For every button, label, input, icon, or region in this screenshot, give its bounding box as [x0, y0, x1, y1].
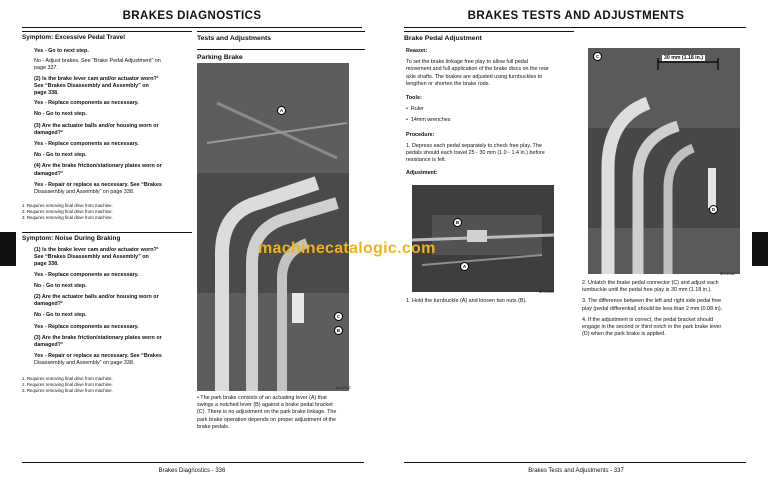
parking-brake-illustration: [197, 63, 349, 391]
footnote: 1. Requires removing final drive from machine.: [22, 203, 113, 208]
tool-item: • 14mm wrenches: [406, 117, 451, 124]
s2-line: page 338.: [34, 261, 59, 268]
s1-line: page 338.: [34, 90, 59, 97]
s1-line: Yes - Repair or replace as necessary. See “Brakes: [34, 181, 162, 188]
reason-line: movement and full application of the brake discs on the rear: [406, 66, 549, 73]
reason-label: Reason:: [406, 48, 428, 54]
callout-b: B: [453, 218, 462, 227]
symptom-1-body: [34, 48, 194, 196]
s2-line: Yes - Replace components as necessary.: [34, 271, 139, 278]
callout-b: B: [334, 326, 343, 335]
brake-pedal-photo: [588, 48, 740, 274]
footnote: 3. Requires removing final drive from machine.: [22, 215, 113, 220]
s2-line: Yes - Replace components as necessary.: [34, 323, 139, 330]
tests-title: Tests and Adjustments: [197, 35, 272, 42]
s1-line: (2) Is the brake lever cam and/or actuator worn?¹: [34, 75, 159, 82]
brake-pedal-block: [404, 31, 574, 42]
turnbuckle-illustration: [412, 185, 554, 292]
steps-2-4: [582, 280, 754, 338]
s2-line: No - Go to next step.: [34, 282, 87, 289]
parking-brake-photo: [197, 63, 349, 391]
bullet-line: • The park brake consists of an actuating lever (A) that: [197, 395, 327, 401]
tool-text: Ruler: [410, 106, 424, 113]
symptom-block-1: [22, 31, 192, 42]
procedure-line: 1. Depress each pedal separately to check free play. The: [406, 142, 542, 149]
footnotes-2: [22, 376, 192, 394]
s1-line: No - Adjust brakes. See “Brake Pedal Adjustment” on: [34, 58, 161, 65]
s1-line: page 337.: [34, 65, 58, 72]
bullet-line: swings a notched lever (B) against a brake pedal bracket: [197, 402, 333, 409]
bullet-line: park brake operation depends on proper adjustment of the: [197, 416, 337, 423]
procedure-line: pedals should each travel 25 - 30 mm (1.0 - 1.4 in.) before: [406, 150, 545, 157]
turnbuckle-photo: [412, 185, 554, 292]
procedure-line: resistance is felt.: [406, 157, 447, 164]
step-4-line: (D) when the park brake is applied.: [582, 331, 666, 338]
tests-block: [197, 31, 365, 61]
brake-pedal-body: [406, 48, 576, 178]
s1-line: Yes - Replace components as necessary.: [34, 141, 139, 148]
callout-d: D: [709, 205, 718, 214]
s1-line: No - Go to next step.: [34, 152, 87, 159]
s1-line: Disassembly and Assembly” on page 338.: [34, 189, 135, 196]
symptom-1-title: Symptom: Excessive Pedal Travel: [22, 34, 126, 41]
symptom-2-rule: [22, 232, 192, 233]
brake-pedal-illustration: [588, 48, 740, 274]
left-footer: Brakes Diagnostics - 336: [158, 468, 226, 474]
symptom-1-rule: [22, 31, 192, 32]
s1-line: (3) Are the actuator balls and/or housing worn or: [34, 122, 159, 129]
photo-code-3: MX1062: [720, 271, 735, 276]
thumb-tab-left: [0, 232, 16, 266]
right-page-header: BRAKES TESTS AND ADJUSTMENTS: [467, 10, 685, 22]
step-4-line: 4. If the adjustment is correct, the pedal bracket should: [582, 316, 713, 323]
callout-a: A: [460, 262, 469, 271]
reason-line: lengthen or shorten the brake rods.: [406, 80, 490, 87]
brake-pedal-rule: [404, 31, 574, 32]
parking-brake-description: [197, 395, 365, 431]
step-1: 1. Hold the turnbuckle (A) and loosen two nuts (B).: [406, 298, 527, 304]
left-footer-rule: [22, 462, 364, 463]
s2-line: (2) Are the actuator balls and/or housing worn or: [34, 294, 159, 301]
reason-line: axle shafts. The brakes are adjusted using turnbuckles to: [406, 73, 543, 80]
bullet-line: brake pedals.: [197, 423, 230, 430]
s2-line: damaged?³: [34, 342, 63, 349]
tool-text: 14mm wrenches: [410, 117, 451, 124]
photo-code-2: MX1063: [539, 289, 554, 294]
s2-line: Disassembly and Assembly” on page 338.: [34, 360, 135, 367]
right-footer-rule: [404, 462, 746, 463]
s1-line: Yes - Replace components as necessary.: [34, 100, 139, 107]
s1-line: Yes - Go to next step.: [34, 48, 89, 54]
footnote: 1. Requires removing final drive from machine.: [22, 376, 113, 381]
reason-line: To set the brake linkage free play to allow full pedal: [406, 59, 528, 66]
tools-label: Tools:: [406, 95, 422, 102]
s1-line: damaged?³: [34, 170, 63, 177]
callout-c: C: [593, 52, 602, 61]
s1-line: (4) Are the brake friction/stationary plates worn or: [34, 163, 162, 170]
parking-rule: [197, 49, 365, 50]
step-3-line: 3. The difference between the left and right side pedal free: [582, 298, 722, 305]
s1-line: damaged?²: [34, 129, 63, 136]
watermark: machinecatalogic.com: [258, 240, 436, 257]
brake-pedal-title: Brake Pedal Adjustment: [404, 35, 482, 42]
step-2-line: turnbuckle until the pedal free play is 30 mm (1.18 in.).: [582, 287, 712, 294]
footnote: 2. Requires removing final drive from machine.: [22, 209, 113, 214]
symptom-2-body: [34, 247, 194, 368]
procedure-label: Procedure:: [406, 131, 435, 138]
s2-line: No - Go to next step.: [34, 312, 87, 319]
s2-line: (1) Is the brake lever cam and/or actuator worn?¹: [34, 247, 159, 253]
symptom-block-2: [22, 232, 192, 243]
symptom-2-title: Symptom: Noise During Braking: [22, 235, 121, 242]
step-3-line: play (pedal differential) should be less than 2 mm (0.08 in).: [582, 305, 723, 312]
s2-line: Yes - Repair or replace as necessary. See “Brakes: [34, 353, 162, 360]
tests-rule: [197, 31, 365, 32]
adjustment-label: Adjustment:: [406, 170, 438, 177]
parking-brake-title: Parking Brake: [197, 54, 243, 61]
callout-c: C: [334, 312, 343, 321]
photo-code-1: MX1062: [336, 385, 351, 390]
s2-line: See “Brakes Disassembly and Assembly” on: [34, 254, 149, 261]
s2-line: damaged?²: [34, 301, 63, 308]
bullet-line: (C). There is no adjustment on the park brake linkage. The: [197, 409, 337, 416]
footnotes-1: [22, 203, 192, 221]
footnote: 3. Requires removing final drive from machine.: [22, 388, 113, 393]
thumb-tab-right: [752, 232, 768, 266]
right-footer: Brakes Tests and Adjustments - 337: [528, 468, 624, 474]
dimension-label: 30 mm (1.18 in.): [664, 55, 703, 61]
footnote: 2. Requires removing final drive from machine.: [22, 382, 113, 387]
step-2-line: 2. Unlatch the brake pedal connector (C) and adjust each: [582, 280, 719, 286]
s1-line: No - Go to next step.: [34, 111, 87, 118]
s1-line: See “Brakes Disassembly and Assembly” on: [34, 82, 149, 89]
left-page-header: BRAKES DIAGNOSTICS: [122, 10, 262, 22]
tool-item: • Ruler: [406, 106, 424, 113]
left-header-rule: [22, 27, 362, 28]
s2-line: (3) Are the brake friction/stationary plates worn or: [34, 334, 162, 341]
right-header-rule: [404, 27, 746, 28]
bullet-text: The park brake consists of an actuating lever (A) that: [200, 395, 327, 401]
callout-a: A: [277, 106, 286, 115]
step-4-line: engage in the second or third notch in the park brake lever: [582, 324, 722, 331]
